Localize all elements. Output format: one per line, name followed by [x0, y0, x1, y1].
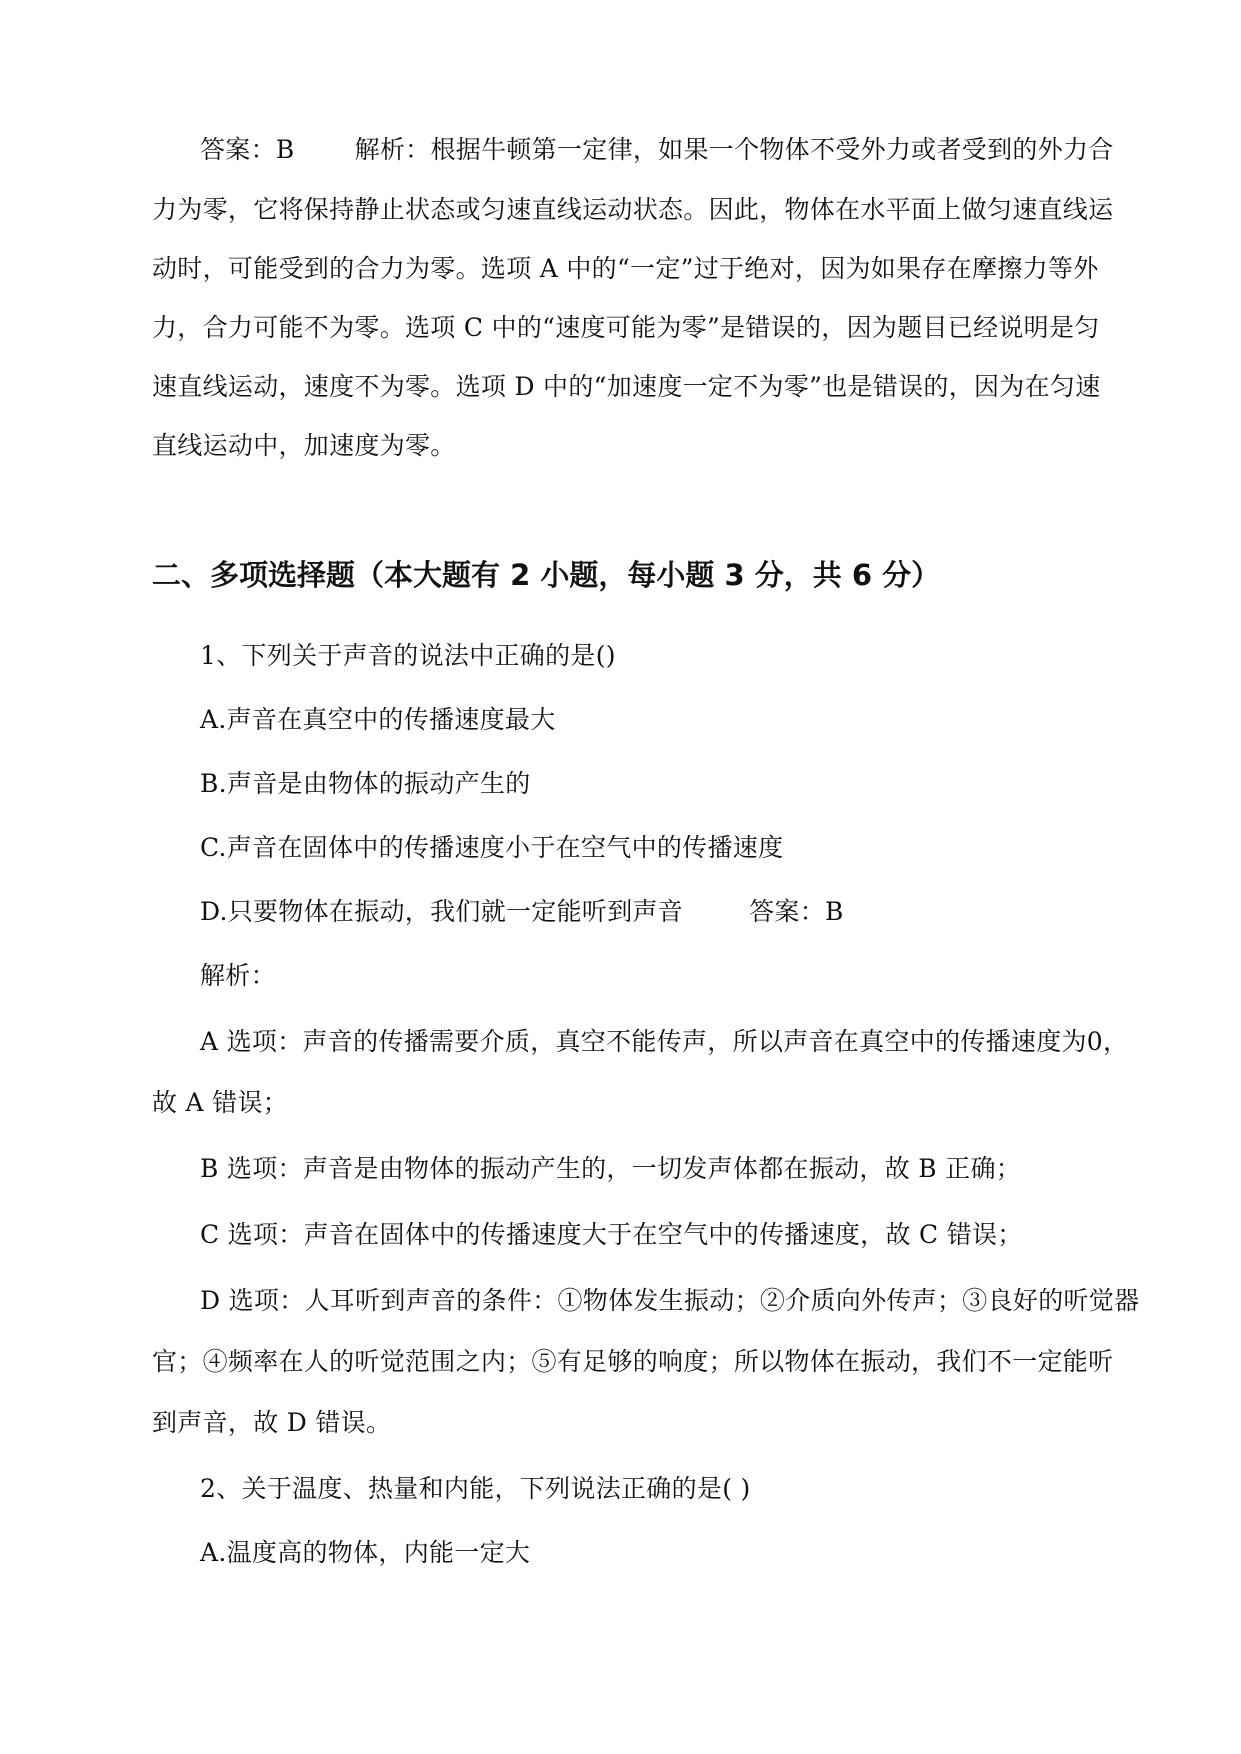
question-2-option-a: A.温度高的物体，内能一定大 — [200, 1538, 531, 1567]
prev-answer-line-1 — [200, 134, 1114, 166]
question-1-analysis-line: 到声音，故 D 错误。 — [152, 1408, 392, 1437]
question-1-option-a: A.声音在真空中的传播速度最大 — [200, 705, 556, 734]
prev-analysis-text: 解析：根据牛顿第一定律，如果一个物体不受外力或者受到的外力合 — [354, 135, 1114, 164]
question-1-option-c: C.声音在固体中的传播速度小于在空气中的传播速度 — [200, 833, 784, 862]
section-heading: 二、多项选择题（本大题有 2 小题，每小题 3 分，共 6 分） — [152, 558, 941, 592]
question-1-answer: 答案：B — [749, 897, 844, 926]
question-1-analysis-line: C 选项：声音在固体中的传播速度大于在空气中的传播速度，故 C 错误； — [200, 1220, 1023, 1249]
prev-answer-label: 答案：B — [200, 135, 295, 164]
prev-analysis-line: 速直线运动，速度不为零。选项 D 中的“加速度一定不为零”也是错误的，因为在匀速 — [152, 372, 1101, 401]
question-1-analysis-line: B 选项：声音是由物体的振动产生的，一切发声体都在振动，故 B 正确； — [200, 1154, 1022, 1183]
question-1-analysis-line: D 选项：人耳听到声音的条件：①物体发生振动；②介质向外传声；③良好的听觉器 — [200, 1286, 1140, 1315]
question-1-stem: 1、下列关于声音的说法中正确的是() — [200, 641, 616, 670]
prev-analysis-line: 力为零，它将保持静止状态或匀速直线运动状态。因此，物体在水平面上做匀速直线运 — [152, 195, 1114, 224]
question-1-analysis-line: A 选项：声音的传播需要介质，真空不能传声，所以声音在真空中的传播速度为0， — [200, 1027, 1129, 1056]
question-2-stem: 2、关于温度、热量和内能，下列说法正确的是( ) — [200, 1474, 751, 1503]
question-1-analysis-line: 故 A 错误； — [152, 1088, 289, 1117]
question-1-analysis-label: 解析： — [200, 961, 276, 990]
prev-analysis-line: 力，合力可能不为零。选项 C 中的“速度可能为零”是错误的，因为题目已经说明是匀 — [152, 313, 1100, 342]
question-1-analysis-line: 官；④频率在人的听觉范围之内；⑤有足够的响度；所以物体在振动，我们不一定能听 — [152, 1347, 1114, 1376]
question-1-option-d-line — [200, 896, 844, 928]
question-1-option-d: D.只要物体在振动，我们就一定能听到声音 — [200, 897, 684, 926]
question-1-option-b: B.声音是由物体的振动产生的 — [200, 769, 531, 798]
prev-analysis-line: 动时，可能受到的合力为零。选项 A 中的“一定”过于绝对，因为如果存在摩擦力等外 — [152, 254, 1099, 283]
prev-analysis-line: 直线运动中，加速度为零。 — [152, 431, 456, 460]
